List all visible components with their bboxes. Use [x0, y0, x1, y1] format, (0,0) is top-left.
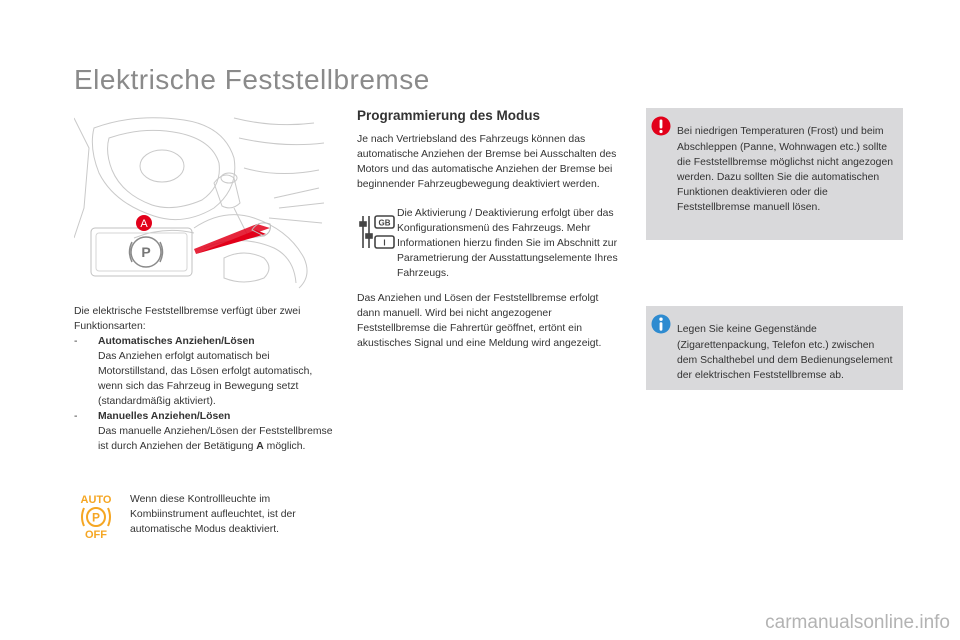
- item-text-bold: A: [256, 441, 264, 452]
- item-text-part: Das manuelle Anziehen/Lösen der Feststellbremse ist durch Anziehen der Betätigung: [98, 426, 333, 452]
- list-item: [74, 334, 339, 409]
- paragraph: Die Aktivierung / Deaktivierung erfolgt über das Konfigurationsmenü des Fahrzeugs. Mehr Informationen hierzu finden Sie im Abschnitt zur Parametrierung der Ausstattungselemente Ihres Fahrzeugs.: [397, 208, 618, 279]
- page-title: Elektrische Feststellbremse: [74, 64, 430, 95]
- paragraph: Je nach Vertriebsland des Fahrzeugs können das automatische Anziehen der Bremse bei Ausschalten des Motors und das automatische Anziehen der Bremse bei beginnender Fahrzeugbewegung deaktiviert werden.: [357, 134, 617, 190]
- intro-text: Die elektrische Feststellbremse verfügt über zwei Funktionsarten:: [74, 306, 301, 332]
- svg-text:P: P: [91, 510, 101, 525]
- info-text: Legen Sie keine Gegenstände (Zigarettenpackung, Telefon etc.) zwischen dem Schalthebel und dem Bedienungselement der elektrischen Feststellbremse ab.: [677, 324, 893, 381]
- warning-text: Bei niedrigen Temperaturen (Frost) und beim Abschleppen (Panne, Wohnwagen etc.) sollte die Feststellbremse möglichst nicht angezogen werden. Dazu sollten Sie die automatischen Funktionen deaktivieren oder die Feststellbremse manuell lösen.: [677, 126, 894, 214]
- list-dash: -: [74, 411, 78, 422]
- item-text: Das Anziehen erfolgt automatisch bei Motorstillstand, das Lösen erfolgt automatisch, wenn sich das Fahrzeug in Bewegung setzt (standardmäßig aktiviert).: [98, 351, 313, 407]
- svg-text:GB: GB: [378, 218, 391, 228]
- config-menu-icon: [357, 212, 397, 252]
- config-note: [357, 206, 622, 281]
- car-interior-drawing: [74, 108, 324, 290]
- list-dash: -: [74, 336, 78, 347]
- auto-indicator-note: [76, 492, 346, 547]
- footer-watermark: carmanualsonline.info: [765, 612, 950, 633]
- warning-box: [646, 108, 903, 240]
- info-box: [646, 306, 903, 390]
- callout-a-label: A: [140, 218, 148, 230]
- warning-icon: [651, 116, 671, 136]
- svg-text:I: I: [383, 238, 386, 248]
- parking-brake-illustration: [74, 108, 324, 290]
- item-heading: Manuelles Anziehen/Lösen: [98, 411, 231, 422]
- svg-text:P: P: [141, 244, 151, 260]
- item-text: [98, 424, 339, 454]
- section-heading: Programmierung des Modus: [357, 108, 541, 123]
- auto-off-parking-icon: [76, 492, 116, 540]
- list-item: [74, 409, 339, 454]
- item-text-part: möglich.: [263, 441, 306, 452]
- info-icon: [651, 314, 671, 334]
- middle-column: [357, 108, 622, 351]
- svg-text:OFF: OFF: [85, 529, 107, 540]
- auto-indicator-text: Wenn diese Kontrollleuchte im Kombiinstrument aufleuchtet, ist der automatische Modus deaktiviert.: [130, 494, 296, 535]
- svg-text:AUTO: AUTO: [80, 494, 112, 506]
- paragraph: Das Anziehen und Lösen der Feststellbremse erfolgt dann manuell. Wird bei nicht angezogener Feststellbremse die Fahrertür geöffnet, ertönt ein akustisches Signal und eine Meldung wird angezeigt.: [357, 293, 602, 349]
- left-column: [74, 304, 339, 454]
- item-heading: Automatisches Anziehen/Lösen: [98, 336, 255, 347]
